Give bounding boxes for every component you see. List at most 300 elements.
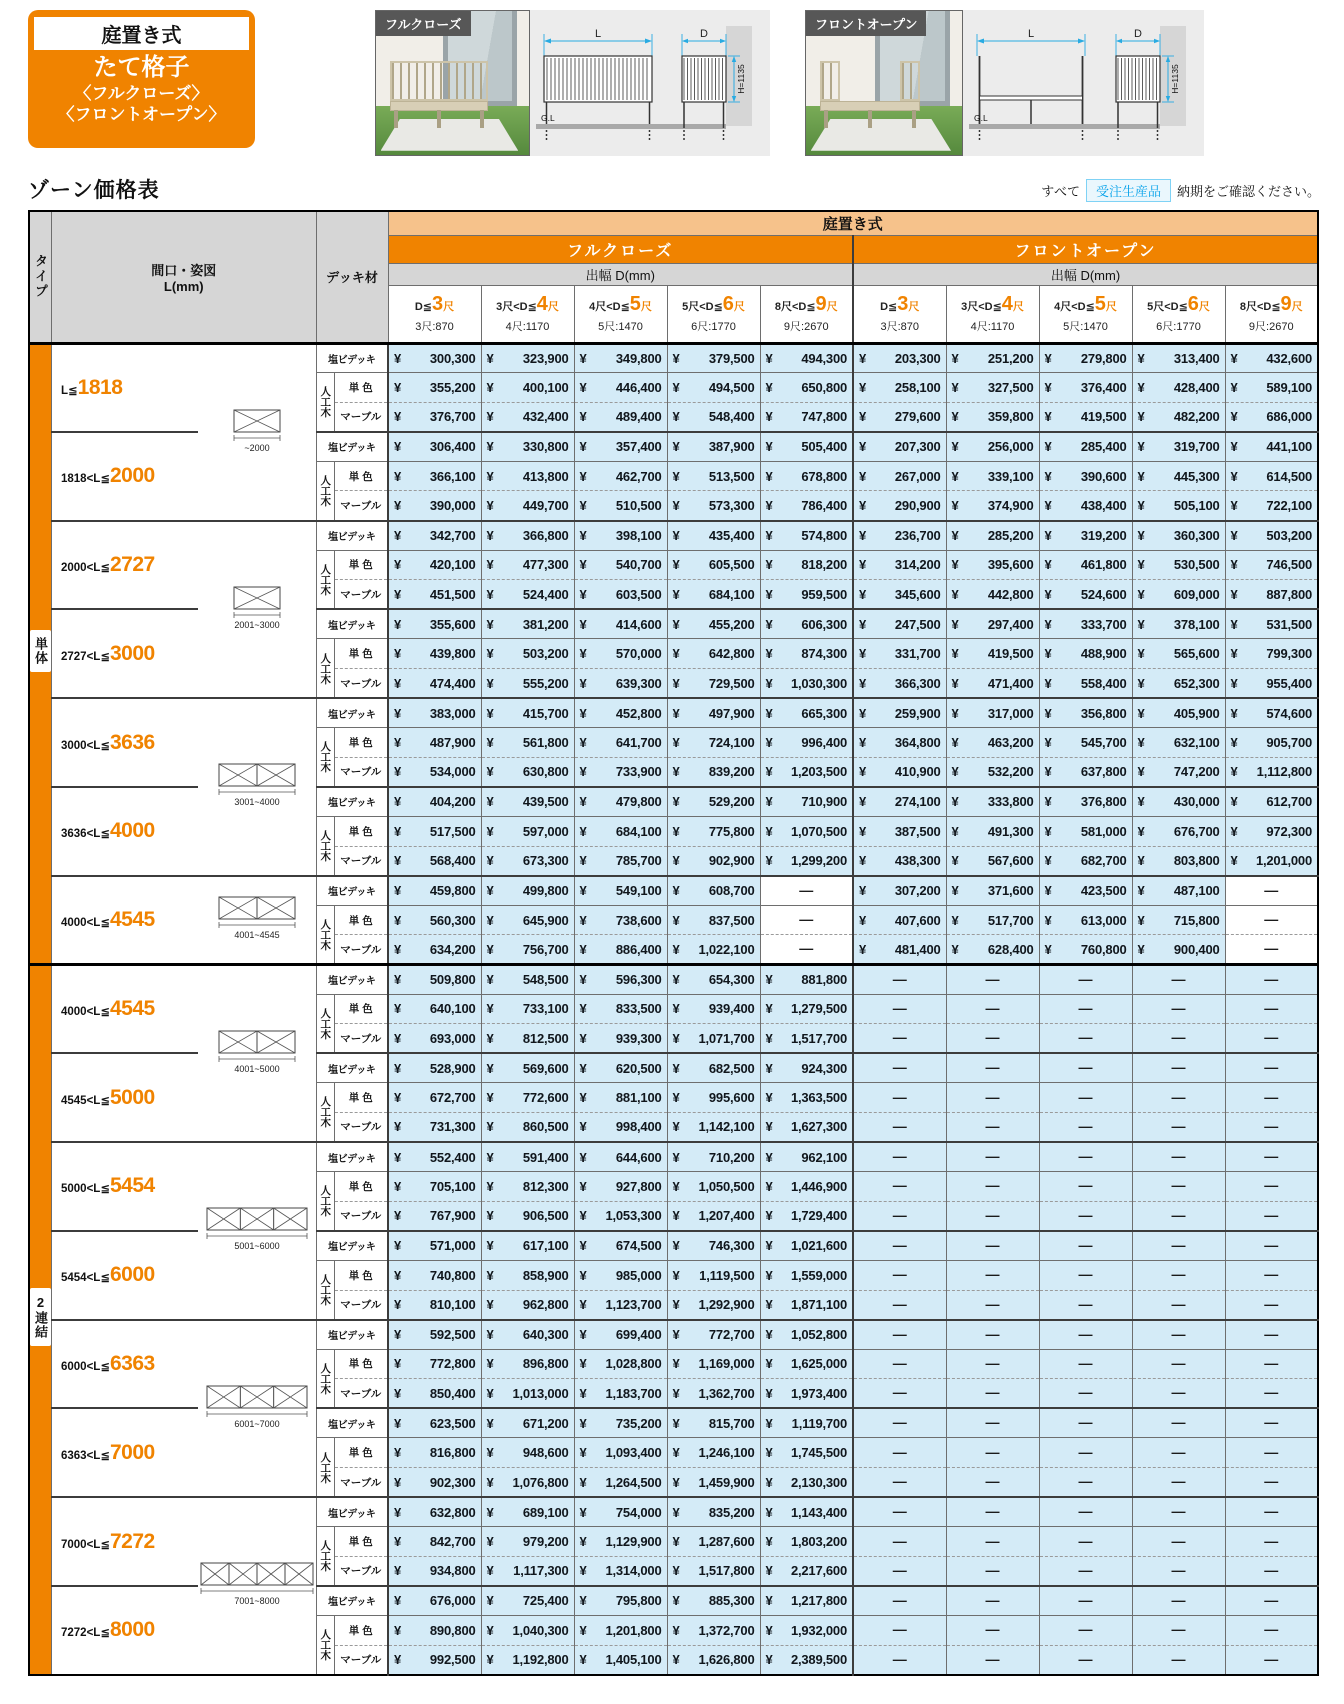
price-cell (481, 1497, 574, 1527)
price-cell (1132, 343, 1225, 373)
price-value: 772,600 (522, 1090, 569, 1106)
yen-sign: ¥ (765, 794, 773, 810)
price-value-wrap (1133, 913, 1225, 928)
price-cell (388, 817, 481, 847)
range-number: 4545 (109, 907, 155, 931)
range-cell (52, 1408, 198, 1497)
yen-sign: ¥ (672, 616, 680, 632)
depth-col-range: 4尺<D≦5尺 (1054, 293, 1117, 315)
yen-sign: ¥ (579, 794, 587, 810)
price-value: 438,300 (894, 853, 941, 869)
price-value-wrap (1226, 617, 1318, 632)
range-number: 3636 (109, 730, 155, 754)
depth-col-mm: 6尺:1770 (1156, 321, 1201, 333)
price-value: 810,100 (429, 1297, 476, 1313)
price-value-wrap (1226, 380, 1318, 395)
price-cell (574, 935, 667, 965)
section-head (28, 174, 1320, 204)
price-value: 786,400 (801, 498, 847, 514)
no-price-dash: — (1171, 1206, 1186, 1223)
yen-sign: ¥ (579, 1297, 587, 1313)
price-value-wrap (1040, 676, 1132, 691)
yen-sign: ¥ (486, 586, 494, 602)
price-cell (853, 609, 946, 639)
yen-sign: ¥ (579, 557, 587, 573)
price-cell (388, 1320, 481, 1350)
price-cell (853, 432, 946, 462)
price-value-wrap (482, 469, 574, 484)
price-cell (946, 461, 1039, 491)
price-value: 682,500 (708, 1060, 755, 1076)
no-price-dash: — (1078, 1117, 1093, 1134)
price-cell (1132, 1349, 1225, 1379)
price-cell (760, 1024, 853, 1054)
yen-sign: ¥ (394, 1149, 402, 1165)
no-price-dash: — (1264, 1443, 1279, 1460)
material-solid-cell: 単 色 (334, 905, 388, 935)
material-marble-cell: マーブル (334, 1645, 388, 1675)
yen-sign: ¥ (394, 379, 402, 395)
price-value-wrap (389, 676, 481, 691)
price-cell (760, 1586, 853, 1616)
price-cell (1225, 757, 1318, 787)
price-value-wrap (761, 1563, 853, 1578)
price-value: 682,700 (1080, 853, 1127, 869)
yen-sign: ¥ (486, 1563, 494, 1579)
price-value-wrap (482, 1031, 574, 1046)
price-cell (1225, 402, 1318, 432)
price-cell (574, 1616, 667, 1646)
front-open-photo-label: フロントオープン (806, 11, 926, 36)
price-cell (388, 373, 481, 403)
material-marble-cell: マーブル (334, 580, 388, 610)
price-value-wrap (575, 1652, 667, 1667)
width-figure (204, 1205, 310, 1251)
made-to-order-badge: 受注生産品 (1086, 179, 1171, 202)
price-value-wrap (668, 646, 760, 661)
depth-col-mm: 6尺:1770 (691, 321, 736, 333)
price-cell (1039, 1083, 1132, 1113)
yen-sign: ¥ (859, 794, 867, 810)
price-cell (667, 1645, 760, 1675)
price-value: 1,112,800 (1256, 764, 1312, 780)
order-note (1041, 179, 1320, 204)
price-value-wrap (1226, 528, 1318, 543)
price-cell (760, 905, 853, 935)
price-cell (667, 817, 760, 847)
yen-sign: ¥ (672, 735, 680, 751)
price-cell (853, 1527, 946, 1557)
price-cell (853, 639, 946, 669)
material-marble-cell: マーブル (334, 1024, 388, 1054)
price-cell (946, 728, 1039, 758)
price-cell (946, 1024, 1039, 1054)
price-cell (853, 1201, 946, 1231)
price-value: 366,300 (894, 675, 941, 691)
price-cell (1039, 1320, 1132, 1350)
yen-sign: ¥ (486, 1001, 494, 1017)
price-cell (853, 1320, 946, 1350)
yen-sign: ¥ (1137, 439, 1145, 455)
price-value: 251,200 (987, 350, 1034, 366)
yen-sign: ¥ (579, 941, 587, 957)
yen-sign: ¥ (1137, 794, 1145, 810)
price-value: 1,201,800 (605, 1622, 662, 1638)
material-wood-label: 人工木 (319, 1629, 332, 1661)
material-wood-cell (316, 461, 334, 520)
price-value: 1,626,800 (698, 1652, 755, 1668)
price-cell (760, 432, 853, 462)
price-cell (667, 491, 760, 521)
price-cell (1132, 1379, 1225, 1409)
price-value-wrap (575, 1416, 667, 1431)
price-value-wrap (854, 351, 946, 366)
range-cell (52, 876, 198, 965)
price-value-wrap (668, 883, 760, 898)
price-cell (481, 1468, 574, 1498)
price-cell (667, 905, 760, 935)
yen-sign: ¥ (394, 1622, 402, 1638)
price-value: 474,400 (429, 675, 476, 691)
yen-sign: ¥ (672, 1474, 680, 1490)
yen-sign: ¥ (486, 409, 494, 425)
price-value: 955,400 (1266, 675, 1312, 691)
yen-sign: ¥ (859, 823, 867, 839)
price-value-wrap (575, 617, 667, 632)
yen-sign: ¥ (579, 823, 587, 839)
yen-sign: ¥ (1137, 705, 1145, 721)
material-vinyl-cell: 塩ビデッキ (316, 1142, 388, 1172)
price-cell (388, 609, 481, 639)
price-value-wrap (668, 528, 760, 543)
price-value: 560,300 (429, 912, 476, 928)
yen-sign: ¥ (1230, 823, 1238, 839)
price-cell (853, 1290, 946, 1320)
price-value-wrap (389, 646, 481, 661)
no-price-dash: — (892, 1621, 907, 1638)
price-value-wrap (389, 587, 481, 602)
yen-sign: ¥ (672, 794, 680, 810)
price-value-wrap (482, 735, 574, 750)
price-value-wrap (947, 498, 1039, 513)
price-cell (1225, 1083, 1318, 1113)
deck-graphic (390, 61, 488, 127)
price-value-wrap (389, 1652, 481, 1667)
yen-sign: ¥ (486, 912, 494, 928)
price-cell (667, 1083, 760, 1113)
material-wood-cell (316, 550, 334, 609)
price-cell (946, 402, 1039, 432)
price-value: 423,500 (1080, 883, 1127, 899)
yen-sign: ¥ (394, 1060, 402, 1076)
price-value: 300,300 (429, 350, 476, 366)
price-value-wrap (482, 942, 574, 957)
depth-col-header (667, 285, 760, 343)
price-cell (946, 905, 1039, 935)
material-marble-cell: マーブル (334, 1112, 388, 1142)
price-value: 387,900 (708, 439, 755, 455)
price-value: 671,200 (522, 1415, 569, 1431)
price-value: 1,405,100 (605, 1652, 662, 1668)
depth-label-header: 出幅 D(mm) (853, 263, 1318, 285)
price-value: 395,600 (987, 557, 1034, 573)
yen-sign: ¥ (672, 586, 680, 602)
price-cell (1132, 1201, 1225, 1231)
price-cell (481, 1645, 574, 1675)
price-value: 735,200 (615, 1415, 662, 1431)
range-prefix: 5000<L≦ (61, 1183, 110, 1196)
price-cell (388, 846, 481, 876)
range-cell (52, 964, 198, 1053)
price-cell (946, 1231, 1039, 1261)
price-cell (760, 728, 853, 758)
price-cell (574, 1349, 667, 1379)
price-value-wrap (668, 824, 760, 839)
no-price-dash: — (1078, 1503, 1093, 1520)
price-cell (1039, 432, 1132, 462)
material-vinyl-cell: 塩ビデッキ (316, 787, 388, 817)
price-cell (574, 639, 667, 669)
price-value-wrap (575, 1268, 667, 1283)
no-price-dash: — (1264, 970, 1279, 987)
price-value-wrap (668, 853, 760, 868)
price-row (29, 876, 1318, 906)
price-cell (667, 580, 760, 610)
price-cell (946, 580, 1039, 610)
price-value-wrap (668, 587, 760, 602)
price-value-wrap (575, 498, 667, 513)
price-value: 532,200 (987, 764, 1034, 780)
price-row (29, 1142, 1318, 1172)
price-value-wrap (1133, 409, 1225, 424)
price-value-wrap (668, 1031, 760, 1046)
price-value-wrap (1040, 498, 1132, 513)
price-cell (667, 787, 760, 817)
price-value: 449,700 (522, 498, 569, 514)
price-value: 939,400 (708, 1001, 755, 1017)
price-cell (574, 609, 667, 639)
price-value-wrap (482, 1652, 574, 1667)
price-value: 674,500 (615, 1238, 662, 1254)
no-price-dash: — (1264, 1473, 1279, 1490)
price-cell (946, 1438, 1039, 1468)
price-value-wrap (947, 942, 1039, 957)
price-value: 902,900 (708, 853, 755, 869)
price-value: 924,300 (801, 1060, 847, 1076)
price-cell (1225, 846, 1318, 876)
price-value-wrap (668, 706, 760, 721)
yen-sign: ¥ (672, 1090, 680, 1106)
depth-col-header (1225, 285, 1318, 343)
yen-sign: ¥ (394, 1504, 402, 1520)
price-cell (1039, 994, 1132, 1024)
price-cell (1132, 1408, 1225, 1438)
price-cell (853, 491, 946, 521)
yen-sign: ¥ (579, 1593, 587, 1609)
yen-sign: ¥ (486, 1593, 494, 1609)
material-wood-label: 人工木 (319, 1274, 332, 1306)
no-price-dash: — (1264, 1206, 1279, 1223)
price-value-wrap (389, 1061, 481, 1076)
price-value-wrap (1040, 409, 1132, 424)
price-row (29, 964, 1318, 994)
figure-cell (198, 698, 317, 876)
yen-sign: ¥ (579, 379, 587, 395)
price-value-wrap (1226, 706, 1318, 721)
yen-sign: ¥ (1044, 853, 1052, 869)
price-cell (481, 1586, 574, 1616)
price-value-wrap (575, 1150, 667, 1165)
price-value: 812,300 (522, 1178, 569, 1194)
price-value-wrap (668, 1150, 760, 1165)
yen-sign: ¥ (579, 1652, 587, 1668)
price-cell (1039, 1260, 1132, 1290)
yen-sign: ¥ (486, 646, 494, 662)
yen-sign: ¥ (486, 794, 494, 810)
price-value: 482,200 (1173, 409, 1220, 425)
price-value: 517,500 (429, 823, 476, 839)
price-value: 612,700 (1266, 794, 1312, 810)
price-cell (853, 757, 946, 787)
yen-sign: ¥ (765, 557, 773, 573)
yen-sign: ¥ (765, 1178, 773, 1194)
price-value-wrap (1040, 469, 1132, 484)
depth-col-mm: 3尺:870 (880, 321, 920, 333)
price-value: 1,050,500 (698, 1178, 755, 1194)
price-value-wrap (389, 1150, 481, 1165)
yen-sign: ¥ (1044, 794, 1052, 810)
front-open-panel (770, 10, 1204, 156)
price-cell (574, 1320, 667, 1350)
price-value: 1,871,100 (790, 1297, 847, 1313)
price-value: 881,100 (615, 1090, 662, 1106)
price-value: 452,800 (615, 705, 662, 721)
yen-sign: ¥ (672, 1267, 680, 1283)
price-value-wrap (482, 1386, 574, 1401)
price-value: 297,400 (987, 616, 1034, 632)
product-subtitle-fullclose: 〈フルクローズ〉 (74, 83, 209, 103)
price-cell (853, 1349, 946, 1379)
price-cell (760, 1053, 853, 1083)
price-row (29, 698, 1318, 728)
yen-sign: ¥ (951, 557, 959, 573)
price-cell (760, 1112, 853, 1142)
price-value: 760,800 (1080, 941, 1127, 957)
deck-leg (912, 110, 916, 128)
price-cell (1225, 1556, 1318, 1586)
price-cell (760, 698, 853, 728)
price-cell (1225, 817, 1318, 847)
price-value: 390,600 (1080, 468, 1127, 484)
no-price-dash: — (892, 999, 907, 1016)
price-value-wrap (1040, 794, 1132, 809)
material-vinyl-cell: 塩ビデッキ (316, 609, 388, 639)
price-value-wrap (575, 528, 667, 543)
price-cell (667, 1172, 760, 1202)
price-cell (1132, 905, 1225, 935)
price-value-wrap (575, 380, 667, 395)
price-cell (946, 1083, 1039, 1113)
figure-cell (198, 1142, 317, 1320)
price-cell (667, 1497, 760, 1527)
price-value: 1,123,700 (605, 1297, 662, 1313)
price-cell (1225, 994, 1318, 1024)
price-cell (1225, 1112, 1318, 1142)
price-cell (946, 1172, 1039, 1202)
yen-sign: ¥ (486, 439, 494, 455)
price-value-wrap (575, 1238, 667, 1253)
yen-sign: ¥ (579, 883, 587, 899)
material-wood-cell (316, 1260, 334, 1319)
yen-sign: ¥ (486, 1445, 494, 1461)
price-value-wrap (575, 1386, 667, 1401)
price-value: 962,800 (522, 1297, 569, 1313)
price-value-wrap (389, 1327, 481, 1342)
yen-sign: ¥ (486, 1090, 494, 1106)
price-value-wrap (761, 1416, 853, 1431)
price-cell (760, 1408, 853, 1438)
price-value: 644,600 (615, 1149, 662, 1165)
no-price-dash: — (985, 970, 1000, 987)
price-value: 725,400 (522, 1593, 569, 1609)
yen-sign: ¥ (1044, 498, 1052, 514)
price-value-wrap (1133, 794, 1225, 809)
price-value: 886,400 (615, 941, 662, 957)
price-value: 455,200 (708, 616, 755, 632)
price-cell (760, 757, 853, 787)
yen-sign: ¥ (859, 735, 867, 751)
price-value: 2,389,500 (790, 1652, 847, 1668)
price-value-wrap (575, 1445, 667, 1460)
yen-sign: ¥ (486, 1622, 494, 1638)
price-cell (760, 1527, 853, 1557)
price-value: 592,500 (429, 1327, 476, 1343)
price-value: 890,800 (429, 1622, 476, 1638)
yen-sign: ¥ (859, 468, 867, 484)
price-cell (388, 1616, 481, 1646)
no-price-dash: — (985, 1473, 1000, 1490)
yen-sign: ¥ (394, 675, 402, 691)
price-value-wrap (389, 498, 481, 513)
price-value: 203,300 (894, 350, 941, 366)
material-wood-label: 人工木 (319, 563, 332, 596)
price-cell (946, 1349, 1039, 1379)
price-cell (946, 343, 1039, 373)
price-value-wrap (761, 676, 853, 691)
yen-sign: ¥ (765, 1622, 773, 1638)
price-cell (1225, 1172, 1318, 1202)
price-value-wrap (1133, 824, 1225, 839)
price-cell (667, 1201, 760, 1231)
yen-sign: ¥ (579, 616, 587, 632)
yen-sign: ¥ (486, 498, 494, 514)
price-cell (574, 580, 667, 610)
zone-price-title: ゾーン価格表 (28, 179, 160, 202)
yen-sign: ¥ (859, 409, 867, 425)
yen-sign: ¥ (1137, 409, 1145, 425)
price-value: 333,700 (1080, 616, 1127, 632)
price-cell (1039, 905, 1132, 935)
material-marble-cell: マーブル (334, 935, 388, 965)
price-value: 558,400 (1080, 675, 1127, 691)
yen-sign: ¥ (859, 941, 867, 957)
price-cell (946, 757, 1039, 787)
no-price-dash: — (1171, 1621, 1186, 1638)
price-value: 816,800 (429, 1445, 476, 1461)
range-number: 4545 (109, 997, 155, 1021)
price-cell (388, 728, 481, 758)
corner-type-label: タイプ (33, 254, 48, 300)
